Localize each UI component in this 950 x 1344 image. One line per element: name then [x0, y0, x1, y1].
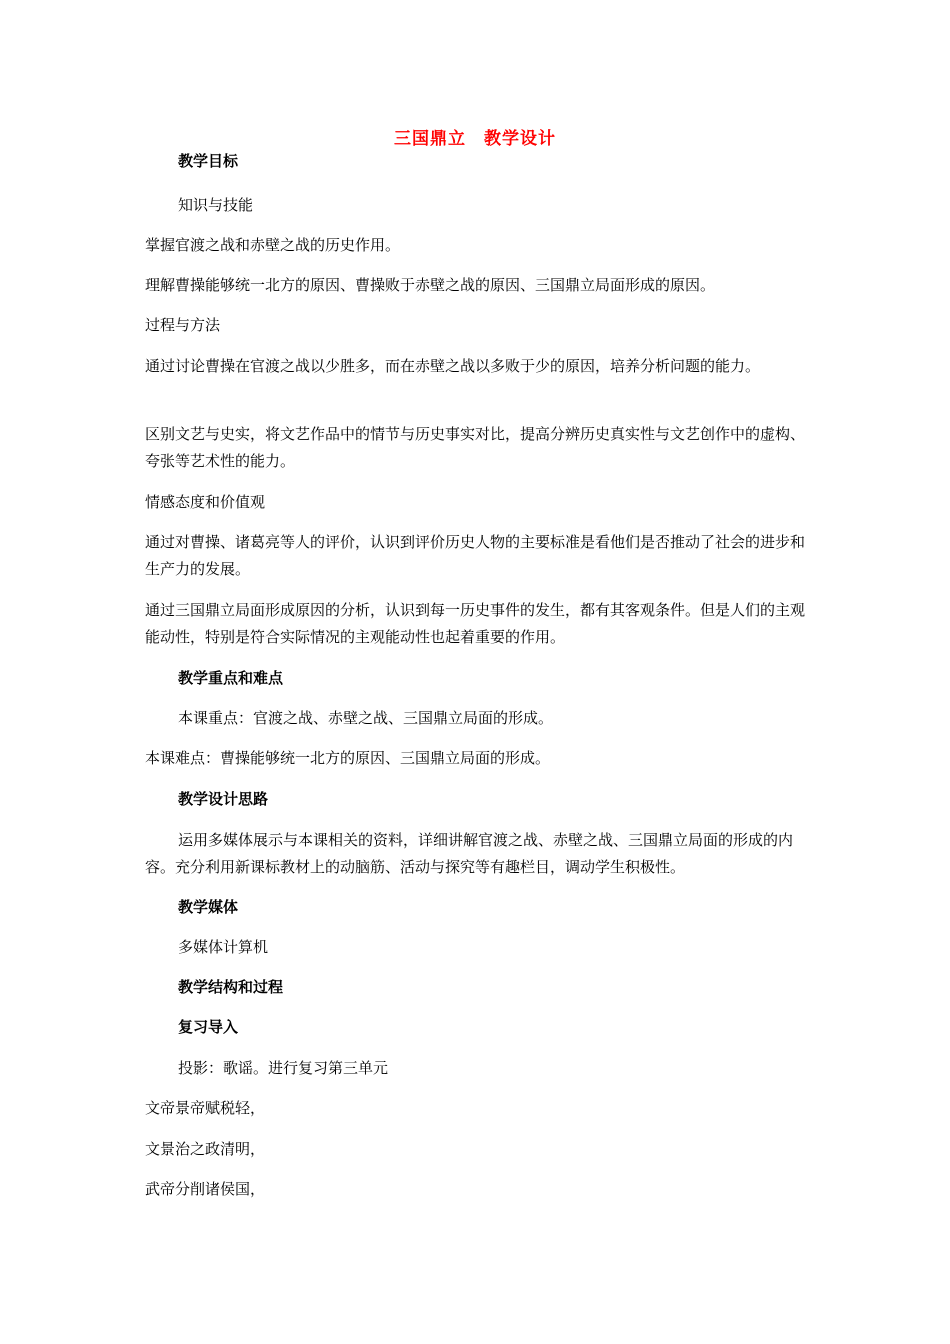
paragraph-key: 本课重点：官渡之战、赤壁之战、三国鼎立局面的形成。	[178, 709, 554, 727]
paragraph-evaluate: 通过对曹操、诸葛亮等人的评价，认识到评价历史人物的主要标准是看他们是否推动了社会的进步和生产力的发展。	[145, 533, 806, 578]
heading-objectives: 教学目标	[178, 152, 239, 170]
heading-key-points: 教学重点和难点	[178, 669, 284, 687]
paragraph-design: 运用多媒体展示与本课相关的资料，详细讲解官渡之战、赤壁之战、三国鼎立局面的形成的内容。充分利用新课标教材上的动脑筋、活动与探究等有趣栏目，调动学生积极性。	[145, 831, 794, 876]
paragraph-discuss: 通过讨论曹操在官渡之战以少胜多，而在赤壁之战以多败于少的原因，培养分析问题的能力。	[145, 357, 761, 375]
subheading-emotion-values: 情感态度和价值观	[145, 493, 266, 511]
subheading-process-method: 过程与方法	[145, 316, 221, 334]
paragraph-analysis: 通过三国鼎立局面形成原因的分析，认识到每一历史事件的发生，都有其客观条件。但是人们的主观能动性，特别是符合实际情况的主观能动性也起着重要的作用。	[145, 601, 806, 646]
title-topic: 三国鼎立	[394, 129, 466, 149]
heading-structure: 教学结构和过程	[178, 978, 284, 996]
heading-media: 教学媒体	[178, 898, 239, 916]
document-title	[0, 124, 950, 149]
paragraph-projection: 投影：歌谣。进行复习第三单元	[178, 1059, 389, 1077]
paragraph-distinguish: 区别文艺与史实，将文艺作品中的情节与历史事实对比，提高分辨历史真实性与文艺创作中的虚构、夸张等艺术性的能力。	[145, 425, 806, 470]
paragraph-difficult: 本课难点：曹操能够统一北方的原因、三国鼎立局面的形成。	[145, 749, 551, 767]
verse-line: 文帝景帝赋税轻，	[145, 1099, 266, 1117]
paragraph-master: 掌握官渡之战和赤壁之战的历史作用。	[145, 236, 401, 254]
subheading-knowledge-skills: 知识与技能	[178, 196, 254, 214]
title-subtitle: 教学设计	[484, 129, 556, 149]
paragraph-understand: 理解曹操能够统一北方的原因、曹操败于赤壁之战的原因、三国鼎立局面形成的原因。	[145, 276, 716, 294]
heading-design-idea: 教学设计思路	[178, 790, 269, 808]
verse-line: 武帝分削诸侯国，	[145, 1180, 266, 1198]
paragraph-media: 多媒体计算机	[178, 938, 269, 956]
heading-review: 复习导入	[178, 1018, 239, 1036]
verse-line: 文景治之政清明，	[145, 1140, 266, 1158]
